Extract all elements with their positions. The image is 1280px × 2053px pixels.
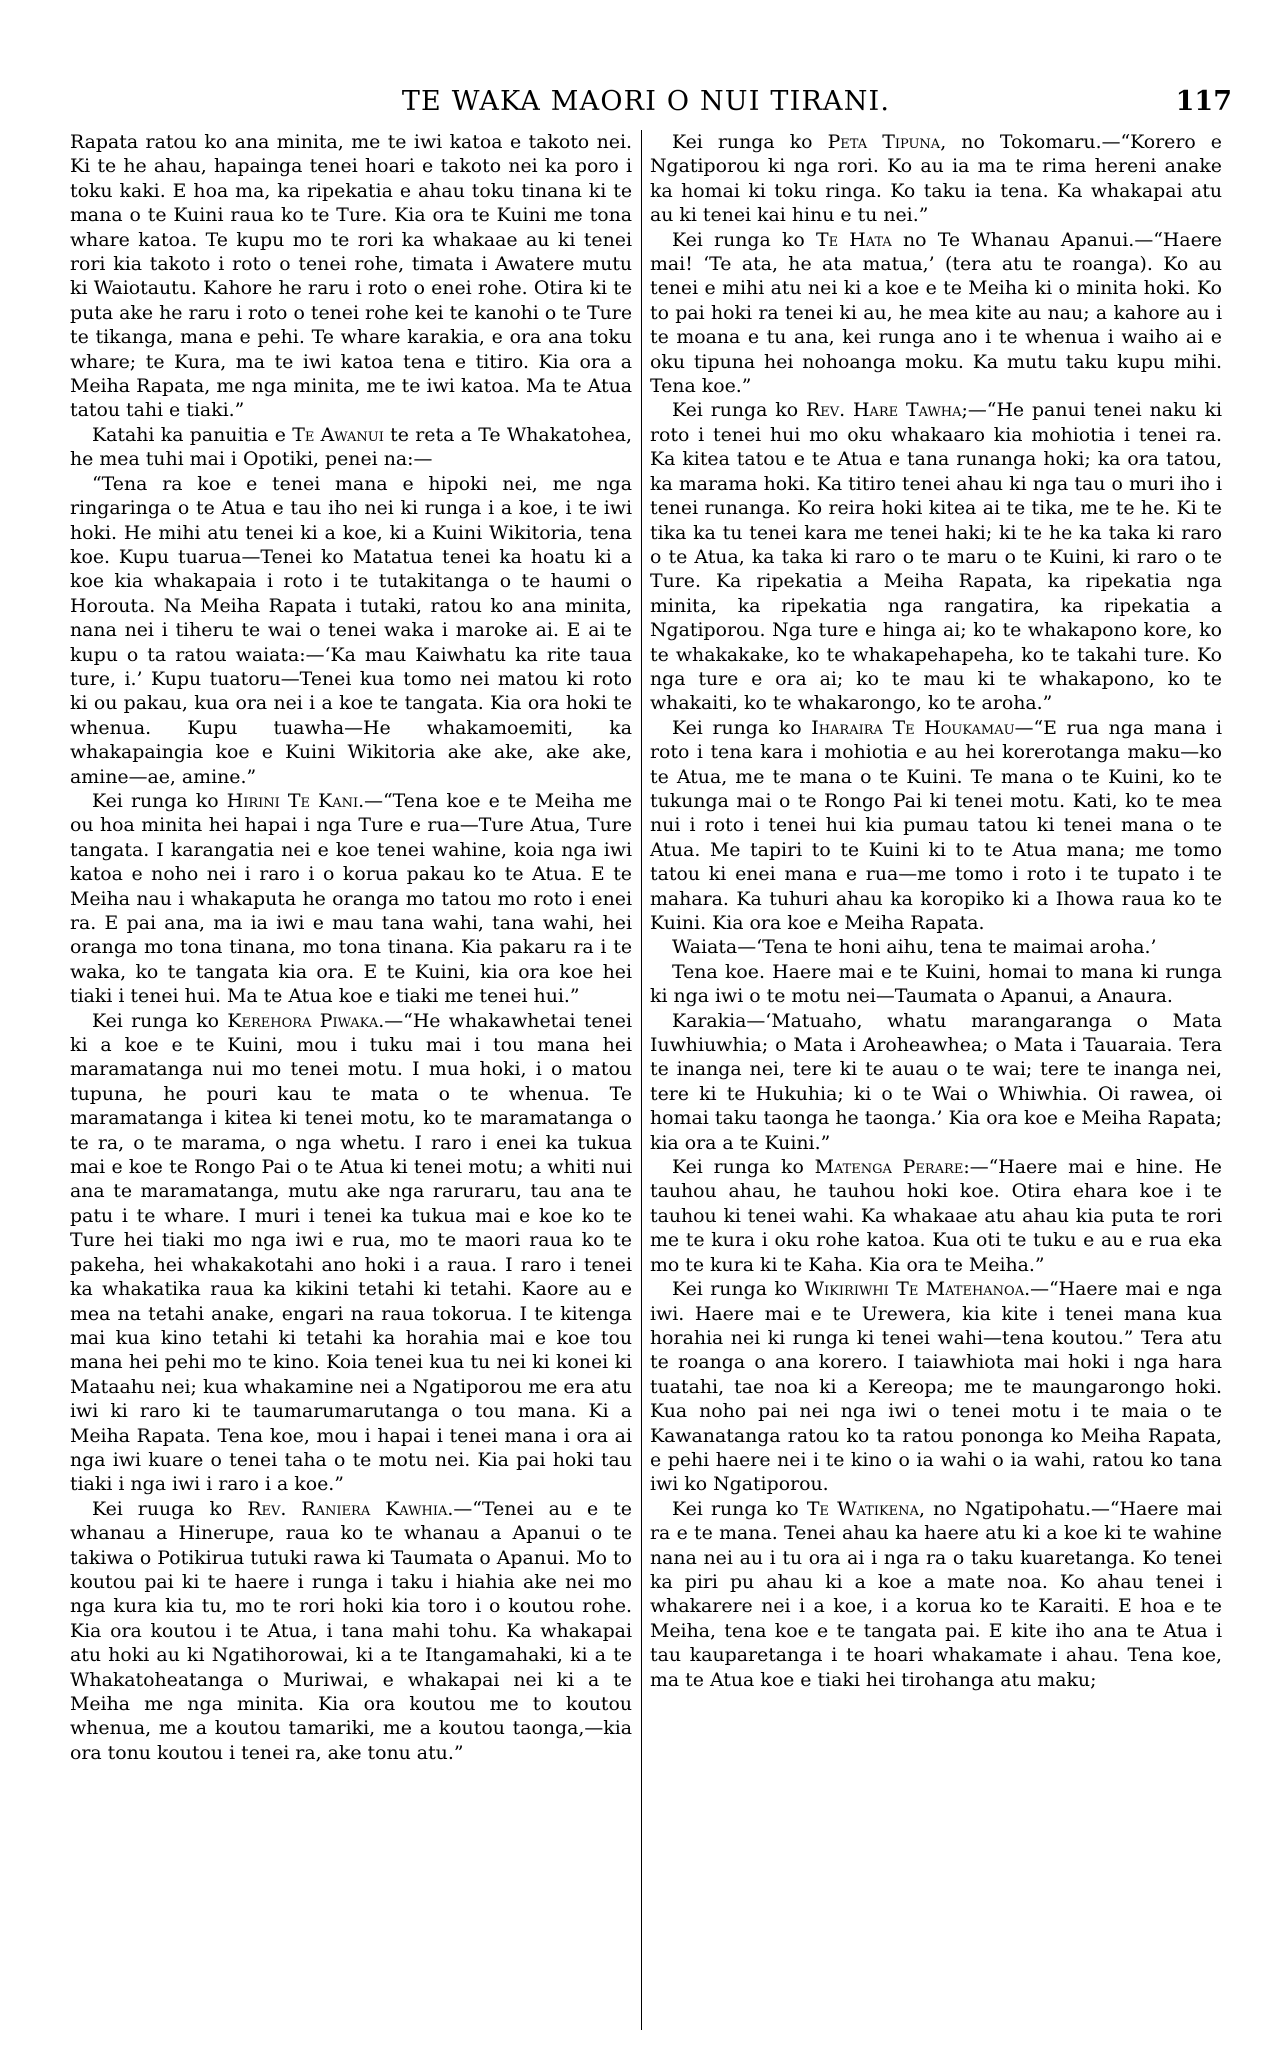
speaker-name: Matenga Perare	[814, 1156, 964, 1179]
paragraph: Karakia—‘Matuaho, whatu marangaranga o Mata Iuwhiuwhia; o Mata i Aroheawhea; o Mata i Tauaraia. Tera te inanga nei, tere ki te auau o te wai; tere te inanga nei, tere ki te Hukuhia; ki o te Wai o Whiwhia. Oi rawea, oi homai taku taonga he taonga.’ Kia ora koe e Meiha Rapata; kia ora a te Kuini.”	[650, 1009, 1222, 1154]
running-head	[60, 86, 1232, 126]
speaker-name: Iharaira Te Houkamau	[811, 716, 1015, 739]
running-title: TE WAKA MAORI O NUI TIRANI.	[401, 86, 891, 117]
speaker-name: Peta Tipuna	[827, 131, 941, 153]
speaker-name: Kerehora Piwaka	[227, 1009, 379, 1032]
paragraph: Katahi ka panuitia e Te Awanui te reta a Te Whakatohea, he mea tuhi mai i Opotiki, penei na:—	[70, 423, 632, 471]
paragraph: Kei runga ko Peta Tipuna, no Tokomaru.—“Korero e Ngatiporou ki nga rori. Ko au ia ma te rima hereni anake ka homai ki toku ringa. Ko taku ia tena. Ka whakapai atu au ki tenei kai hinu e tu nei.”	[650, 131, 1222, 227]
paragraph: Kei runga ko Te Watikena, no Ngatipohatu.—“Haere mai ra e te mana. Tenei ahau ka haere atu ki a koe ki te wahine nana nei au i tu ora ai i nga ra o taku kuaretanga. Ko tenei ka piri pu ahau ki a koe a mate noa. Ko ahau tenei i whakarere nei i a koe, i a korua ko te Karaiti. E hoa e te Meiha, tena koe e te tangata pai. E kite iho ana te Atua i tau kauparetanga i te hoari whakamate i ahau. Tena koe, ma te Atua koe e tiaki hei tirohanga atu maku;	[650, 1497, 1222, 1691]
speaker-name: Wikiriwhi Te Matehanoa	[804, 1278, 1025, 1301]
paragraph: Kei ruuga ko Rev. Raniera Kawhia.—“Tenei au e te whanau a Hinerupe, raua ko te whanau a Apanui o te takiwa o Potikirua tutuki rawa ki Taumata o Apanui. Mo to koutou pai ki te haere i runga i taku i hiahia ake nei mo nga kura kia tu, mo te rori hoki kia toro i o koutou rohe. Kia ora koutou i te Atua, i tana mahi tohu. Ka whakapai atu hoki au ki Ngatihorowai, ki a te Itangamahaki, ki a te Whakatoheatanga o Muriwai, e whakapai nei ki a te Meiha me nga minita. Kia ora koutou me to koutou whenua, me a koutou tamariki, me a koutou taonga,—kia ora tonu koutou i tenei ra, ake tonu atu.”	[70, 1497, 632, 1764]
paragraph: “Tena ra koe e tenei mana e hipoki nei, me nga ringaringa o te Atua e tau iho nei ki runga i a koe, i te iwi hoki. He mihi atu tenei ki a koe, ki a Kuini Wikitoria, tena koe. Kupu tuarua—Tenei ko Matatua tenei ka hoatu ki a koe kia whakapaia i roto i te tutakitanga o te haumi o Horouta. Na Meiha Rapata i tutaki, ratou ko ana minita, nana nei i tiheru te wai o tenei waka i maroke ai. E ai te kupu o ta ratou waiata:—‘Ka mau Kaiwhatu ka rite taua ture, i.’ Kupu tuatoru—Tenei kua tomo nei matou ki roto ki ou pakau, kua ora nei i a koe te tangata. Kia ora hoki te whenua. Kupu tuawha—He whakamoemiti, ka whakapaingia koe e Kuini Wikitoria ake ake, ake ake, amine—ae, amine.”	[70, 472, 632, 788]
speaker-name: Te Watikena	[806, 1497, 919, 1520]
paragraph: Tena koe. Haere mai e te Kuini, homai to mana ki runga ki nga iwi o te motu nei—Taumata o Apanui, a Anaura.	[650, 960, 1222, 1008]
speaker-name: Rev. Raniera Kawhia	[247, 1497, 448, 1520]
column-rule	[641, 130, 642, 2030]
paragraph: Kei runga ko Iharaira Te Houkamau—“E rua nga mana i roto i tena kara i mohiotia e au hei korerotanga maku—ko te Atua, me te mana o te Kuini. Te mana o te Kuini, ko te tukunga mai o te Rongo Pai ki tenei motu. Kati, ko te mea nui i roto i tenei hui kia pumau tatou ki tenei mana o te Atua. Me tapiri to te Kuini ki to te Atua mana; me tomo tatou ki enei mana e rua—me tomo i roto i te tupato i te mahara. Ka tuhuri ahau ka koropiko ki a Ihowa raua ko te Kuini. Kia ora koe e Meiha Rapata.	[650, 716, 1223, 934]
paragraph: Kei runga ko Wikiriwhi Te Matehanoa.—“Haere mai e nga iwi. Haere mai e te Urewera, kia kite i tenei mana kua horahia nei ki runga ki tenei wahi—tena koutou.” Tera atu te roanga o ana korero. I taiawhiota mai hoki i nga hara tuatahi, tae noa ki a Kereopa; me te maungarongo hoki. Kua noho pai nei nga iwi o tenei motu i te maia o te Kawanatanga ratou ko ta ratou pononga ko Meiha Rapata, e pehi haere nei i te kino o ia wahi o ia wahi, ratou ko tana iwi ko Ngatiporou.	[650, 1278, 1222, 1496]
right-column	[650, 130, 1222, 1692]
speaker-name: Te Hata	[816, 228, 892, 251]
paragraph: Kei runga ko Matenga Perare:—“Haere mai e hine. He tauhou ahau, he tauhou hoki koe. Otira ehara koe i te tauhou ki tenei wahi. Ka whakaae atu ahau kia puta te rori me te kura i oku rohe katoa. Kua oti te tuku e au e rua eka mo te kura ki te Kaha. Kia ora te Meiha.”	[650, 1156, 1222, 1276]
paragraph: Rapata ratou ko ana minita, me te iwi katoa e takoto nei. Ki te he ahau, hapainga tenei hoari e takoto nei ka poro i toku kaki. E hoa ma, ka ripekatia e ahau toku tinana ki te mana o te Kuini raua ko te Ture. Kia ora te Kuini me tona whare katoa. Te kupu mo te rori ka whakaae au ki tenei rori kia takoto i roto o tenei rohe, timata i Awatere mutu ki Waiotautu. Kahore he raru i roto o enei rohe. Otira ki te puta ake he raru i roto o tenei rohe kei te kanohi o te Ture te tikanga, mana e pehi. Te whare karakia, e ora ana toku whare; te Kura, ma te iwi katoa tena e titiro. Kia ora a Meiha Rapata, me nga minita, me te iwi katoa. Ma te Atua tatou tahi e tiaki.”	[70, 131, 632, 422]
left-column	[70, 130, 632, 1765]
paragraph: Kei runga ko Hirini Te Kani.—“Tena koe e te Meiha me ou hoa minita hei hapai i nga Ture e rua—Ture Atua, Ture tangata. I karangatia nei e koe tenei wahine, koia nga iwi katoa e noho nei i raro i o korua pakau ko te Atua. E te Meiha nau i whakaputa he oranga mo tatou mo roto i enei ra. E pai ana, ma ia iwi e mau tana wahi, tana wahi, hei oranga mo tona tinana, mo tona tinana. Kia pakaru ra i te waka, ko te tangata kia ora. E te Kuini, kia ora koe hei tiaki i tenei hui. Ma te Atua koe e tiaki me tenei hui.”	[70, 789, 632, 1008]
speaker-name: Rev. Hare Tawha	[805, 399, 962, 422]
page-number: 117	[1175, 86, 1232, 117]
paragraph: Kei runga ko Te Hata no Te Whanau Apanui.—“Haere mai! ‘Te ata, he ata matua,’ (tera atu te roanga). Ko au tenei e mihi atu nei ki a koe e te Meiha ki o minita hoki. Ko to pai hoki ra tenei ki au, he mea kite au nau; a kahore au i te moana e tu ana, kei runga ano i te whenua i waiho ai e oku tipuna hei nohoanga moku. Ka mutu taku kupu mihi. Tena koe.”	[650, 228, 1222, 398]
paragraph: Waiata—‘Tena te honi aihu, tena te maimai aroha.’	[672, 936, 1157, 959]
speaker-name: Hirini Te Kani	[226, 789, 359, 812]
paragraph: Kei runga ko Rev. Hare Tawha;—“He panui tenei naku ki roto i tenei hui mo oku whakaaro kia mohiotia i tenei ra. Ka kitea tatou e te Atua e tana runanga hoki; ka ora tatou, ka marama hoki. Ka titiro tenei ahau ki nga tau o muri iho i tenei runanga. Ko reira hoki kitea ai te tika, me te he. Ki te tika ka tu tenei kara me tenei haki; ki te he ka taka ki raro o te Atua, ka taka ki raro o te maru o te Kuini, ki raro o te Ture. Ka ripekatia a Meiha Rapata, ka ripekatia nga minita, ka ripekatia nga rangatira, ka ripekatia a Ngatiporou. Nga ture e hinga ai; ko te whakapono kore, ko te whakakake, ko te whakapehapeha, ko te takahi ture. Ko nga ture e ora ai; ko te mau ki te whakapono, ko te whakaiti, ko te whakarongo, ko te aroha.”	[650, 399, 1222, 715]
paragraph: Kei runga ko Kerehora Piwaka.—“He whakawhetai tenei ki a koe e te Kuini, mou i tuku mai i tou mana hei maramatanga nui mo tenei motu. I mua hoki, i o matou tupuna, he pouri kau te mata o te whenua. Te maramatanga i kitea ki tenei motu, ko te maramatanga o te ra, o te marama, o nga whetu. I raro i enei ka tukua mai e koe te Rongo Pai o te Atua ki tenei motu; a whiti nui ana te maramatanga, mutu ake nga raruraru, tau ana te patu i te whare. I muri i tenei ka tukua mai e koe ko te Ture hei tiaki mo nga iwi e rua, mo te maori raua ko te pakeha, hei whakakotahi ano hoki i a raua. I raro i tenei ka whakatika raua ka kikini tetahi ki tetahi. Kaore au e mea na tetahi anake, engari na raua tokorua. I te kitenga mai kua kino tetahi ki tetahi ka horahia mai e koe tou mana hei pehi mo te kino. Koia tenei kua tu nei ki konei ki Mataahu nei; kua whakamine nei a Ngatiporou me era atu iwi ki raro ki te taumarumarutanga o tou mana. Ki a Meiha Rapata. Tena koe, mou i hapai i tenei mana i ora ai nga iwi kuare o tenei taha o te motu nei. Kia pai hoki tau tiaki i nga iwi i raro i a koe.”	[70, 1009, 633, 1496]
speaker-name: Te Awanui	[292, 423, 384, 446]
